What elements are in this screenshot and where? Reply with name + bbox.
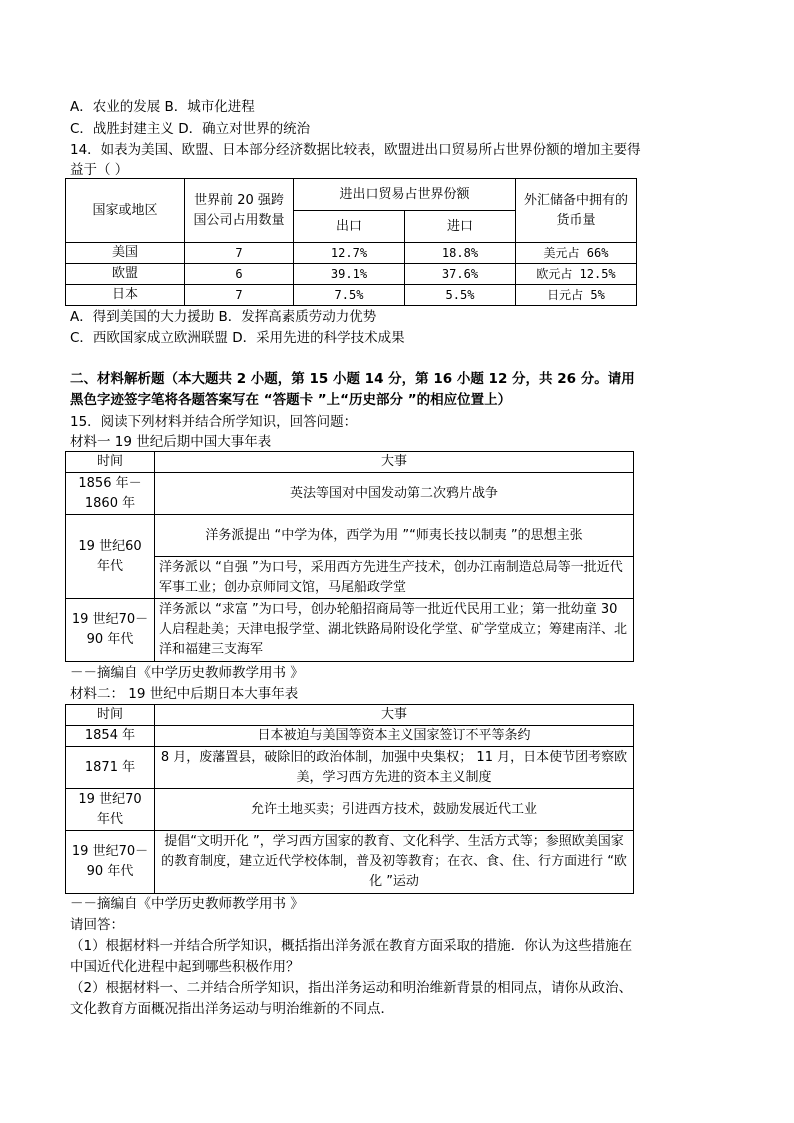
cell-region: 日本: [66, 285, 185, 306]
cell-export: 12.7%: [294, 243, 405, 264]
m1-event-ideology: 洋务派提出 “中学为体，西学为用 ”“师夷长技以制夷 ”的思想主张: [155, 515, 634, 557]
cell-top20: 7: [185, 243, 294, 264]
material-1-source: －－摘编自《中学历史教师教学用书 》: [70, 665, 304, 681]
cell-top20: 7: [185, 285, 294, 306]
m2-header-time: 时间: [66, 705, 155, 726]
table-row: [66, 789, 634, 831]
header-export: 出口: [294, 211, 405, 243]
q14-economy-table: [65, 178, 637, 306]
header-top20: 世界前 20 强跨国公司占用数量: [185, 179, 294, 243]
cell-top20: 6: [185, 264, 294, 285]
table-row: [66, 473, 634, 515]
sub-question-2-line-1: （2）根据材料一、二并结合所学知识，指出洋务运动和明治维新背景的相同点，请你从政治、: [70, 980, 633, 996]
table-row: [66, 515, 634, 557]
cell-import: 37.6%: [404, 264, 515, 285]
cell-reserve: 美元占 66%: [516, 243, 637, 264]
cell-region: 欧盟: [66, 264, 185, 285]
q14-stem-line-1: 14．如表为美国、欧盟、日本部分经济数据比较表，欧盟进出口贸易所占世界份额的增加主要得: [70, 142, 641, 158]
section-2-title-line-1: 二、材料解析题（本大题共 2 小题，第 15 小题 14 分，第 16 小题 12 分，共 26 分。请用: [70, 371, 635, 387]
material-2-japan-timeline-table: [65, 704, 634, 894]
q14-option-line-1: A．得到美国的大力援助 B．发挥高素质劳动力优势: [70, 309, 377, 325]
table-row: [66, 243, 637, 264]
q14-stem-line-2: 益于（ ）: [70, 162, 129, 178]
m2-time-1870s-1890s: 19 世纪70－90 年代: [66, 831, 155, 894]
m2-event-unequal-treaties: 日本被迫与美国等资本主义国家签订不平等条约: [155, 726, 634, 747]
table-row: [66, 726, 634, 747]
m2-event-abolish-han: 8 月，废藩置县，破除旧的政治体制，加强中央集权； 11 月，日本使节团考察欧美，学习西方先进的资本主义制度: [155, 747, 634, 789]
q14-option-line-2: C．西欧国家成立欧洲联盟 D．采用先进的科学技术成果: [70, 330, 405, 346]
cell-import: 5.5%: [404, 285, 515, 306]
sub-question-1-line-2: 中国近代化进程中起到哪些积极作用？: [70, 959, 300, 975]
m1-event-opium-war: 英法等国对中国发动第二次鸦片战争: [155, 473, 634, 515]
q15-stem: 15．阅读下列材料并结合所学知识，回答问题：: [70, 414, 358, 430]
table-row: [66, 747, 634, 789]
m2-time-1854: 1854 年: [66, 726, 155, 747]
cell-region: 美国: [66, 243, 185, 264]
m1-event-self-strengthening: 洋务派以 “自强 ”为口号，采用西方先进生产技术，创办江南制造总局等一批近代军事工业；创办京师同文馆，马尾船政学堂: [155, 557, 634, 599]
material-1-title: 材料一 19 世纪后期中国大事年表: [70, 434, 272, 450]
material-2-title: 材料二： 19 世纪中后期日本大事年表: [70, 686, 299, 702]
m1-time-1860s: 19 世纪60 年代: [66, 515, 155, 599]
cell-import: 18.8%: [404, 243, 515, 264]
q13-option-line-2: C．战胜封建主义 D．确立对世界的统治: [70, 121, 311, 137]
m1-header-event: 大事: [155, 452, 634, 473]
material-1-china-timeline-table: [65, 451, 634, 662]
m2-header-event: 大事: [155, 705, 634, 726]
m1-time-1856: 1856 年－1860 年: [66, 473, 155, 515]
cell-export: 39.1%: [294, 264, 405, 285]
material-2-source: －－摘编自《中学历史教师教学用书 》: [70, 896, 304, 912]
m2-time-1870s: 19 世纪70 年代: [66, 789, 155, 831]
m1-header-time: 时间: [66, 452, 155, 473]
header-reserve: 外汇储备中拥有的货币量: [516, 179, 637, 243]
table-row: [66, 264, 637, 285]
header-import: 进口: [404, 211, 515, 243]
table-row: [66, 831, 634, 894]
cell-reserve: 欧元占 12.5%: [516, 264, 637, 285]
q13-option-line-1: A．农业的发展 B．城市化进程: [70, 99, 255, 115]
table-row: [66, 599, 634, 662]
m2-event-industry: 允许土地买卖；引进西方技术，鼓励发展近代工业: [155, 789, 634, 831]
m1-event-seeking-wealth: 洋务派以 “求富 ”为口号，创办轮船招商局等一批近代民用工业；第一批幼童 30 人启程赴美；天津电报学堂、湖北铁路局附设化学堂、矿学堂成立；筹建南洋、北洋和福建三支海军: [155, 599, 634, 662]
header-trade-share: 进出口贸易占世界份额: [294, 179, 516, 211]
m2-event-civilization: 提倡“文明开化 ”，学习西方国家的教育、文化科学、生活方式等；参照欧美国家的教育制度，建立近代学校体制，普及初等教育；在衣、食、住、行方面进行 “欧化 ”运动: [155, 831, 634, 894]
cell-reserve: 日元占 5%: [516, 285, 637, 306]
table-row: [66, 285, 637, 306]
header-region: 国家或地区: [66, 179, 185, 243]
m1-time-1870s-1890s: 19 世纪70－90 年代: [66, 599, 155, 662]
section-2-title-line-2: 黑色字迹签字笔将各题答案写在 “答题卡 ”上“历史部分 ”的相应位置上）: [70, 392, 512, 408]
answer-prompt: 请回答：: [70, 917, 124, 933]
m2-time-1871: 1871 年: [66, 747, 155, 789]
sub-question-1-line-1: （1）根据材料一并结合所学知识，概括指出洋务派在教育方面采取的措施．你认为这些措施在: [70, 938, 633, 954]
cell-export: 7.5%: [294, 285, 405, 306]
sub-question-2-line-2: 文化教育方面概况指出洋务运动与明治维新的不同点．: [70, 1001, 394, 1017]
